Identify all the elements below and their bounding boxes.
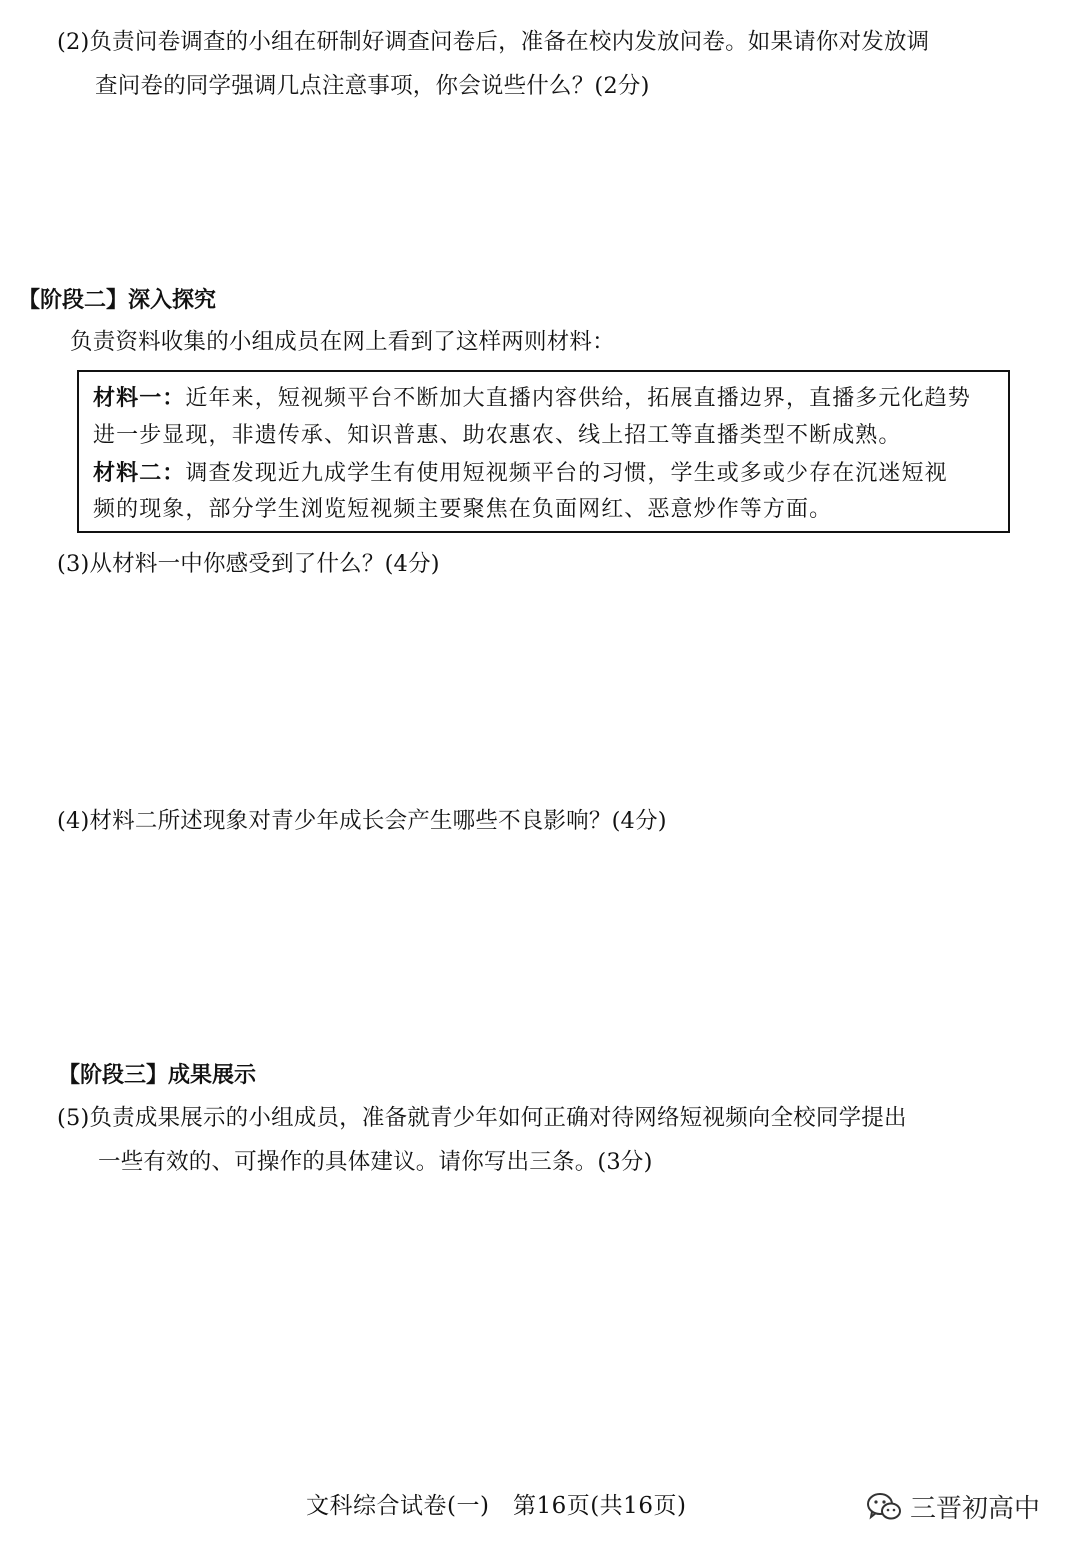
- material-1-text-1: 近年来，短视频平台不断加大直播内容供给，拓展直播边界，直播多元化趋势: [185, 386, 971, 411]
- question-3: (3)从材料一中你感受到了什么？(4分): [57, 551, 440, 577]
- materials-box: [77, 370, 1010, 533]
- page-footer: 文科综合试卷(一) 第16页(共16页): [306, 1493, 687, 1519]
- stage-3-heading: 【阶段三】成果展示: [58, 1063, 257, 1088]
- question-2-line-1: (2)负责问卷调查的小组在研制好调查问卷后，准备在校内发放问卷。如果请你对发放调: [57, 29, 930, 55]
- question-4: (4)材料二所述现象对青少年成长会产生哪些不良影响？(4分): [57, 808, 667, 834]
- question-5-line-1: (5)负责成果展示的小组成员，准备就青少年如何正确对待网络短视频向全校同学提出: [57, 1105, 907, 1131]
- material-1-line-1: [93, 379, 971, 418]
- material-1-line-2: 进一步显现，非遗传承、知识普惠、助农惠农、线上招工等直播类型不断成熟。: [93, 423, 902, 448]
- watermark: [866, 1488, 1040, 1525]
- stage-2-heading: 【阶段二】深入探究: [18, 288, 217, 313]
- material-2-line-2: 频的现象，部分学生浏览短视频主要聚焦在负面网红、恶意炒作等方面。: [93, 497, 833, 522]
- watermark-text: 三晋初高中: [910, 1494, 1041, 1524]
- wechat-icon: [866, 1492, 902, 1522]
- stage-2-intro: 负责资料收集的小组成员在网上看到了这样两则材料：: [70, 329, 615, 355]
- material-2-label: 材料二：: [93, 460, 186, 486]
- material-1-label: 材料一：: [93, 385, 186, 411]
- question-5-line-2: 一些有效的、可操作的具体建议。请你写出三条。(3分): [98, 1149, 653, 1175]
- material-2-text-1: 调查发现近九成学生有使用短视频平台的习惯，学生或多或少存在沉迷短视: [185, 461, 948, 486]
- material-2-line-1: [93, 454, 948, 493]
- question-2-line-2: 查问卷的同学强调几点注意事项，你会说些什么？(2分): [95, 73, 650, 99]
